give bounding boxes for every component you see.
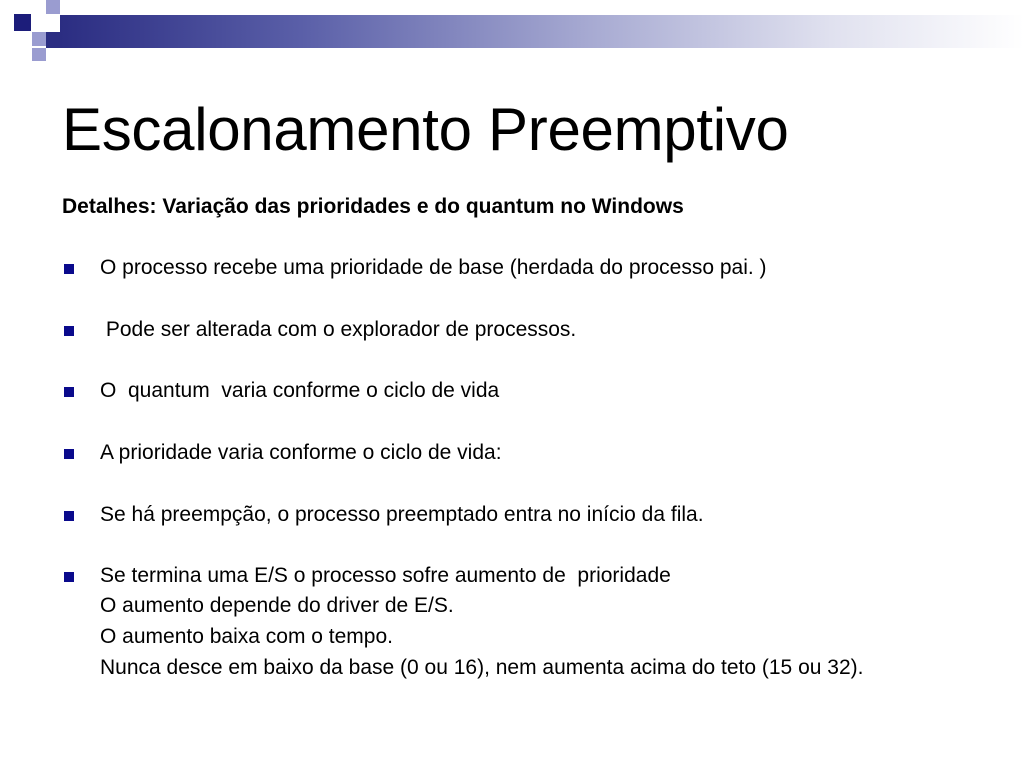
- square-bullet-icon: [64, 387, 74, 397]
- decor-square-light: [32, 48, 46, 61]
- decor-square-light: [32, 32, 46, 46]
- slide-subtitle: Detalhes: Variação das prioridades e do quantum no Windows: [62, 195, 684, 218]
- decor-square-dark: [46, 32, 62, 48]
- header-decoration: [0, 0, 1024, 70]
- bullet-text: O quantum varia conforme o ciclo de vida: [100, 379, 500, 402]
- square-bullet-icon: [64, 511, 74, 521]
- bullet-text: O processo recebe uma prioridade de base (herdada do processo pai. ): [100, 256, 767, 279]
- bullet-text: Pode ser alterada com o explorador de processos.: [100, 318, 577, 341]
- slide-title: Escalonamento Preemptivo: [62, 96, 789, 163]
- square-bullet-icon: [64, 572, 74, 582]
- bullet-text: A prioridade varia conforme o ciclo de vida:: [100, 441, 502, 464]
- square-bullet-icon: [64, 326, 74, 336]
- decor-square-dark: [14, 14, 31, 31]
- sub-line: O aumento depende do driver de E/S.: [100, 594, 454, 617]
- decor-square-light: [46, 0, 60, 14]
- sub-line: Nunca desce em baixo da base (0 ou 16), nem aumenta acima do teto (15 ou 32).: [100, 656, 864, 679]
- gradient-band: [60, 15, 1024, 48]
- square-bullet-icon: [64, 449, 74, 459]
- bullet-text: Se termina uma E/S o processo sofre aumento de prioridade: [100, 564, 671, 587]
- sub-line: O aumento baixa com o tempo.: [100, 625, 393, 648]
- square-bullet-icon: [64, 264, 74, 274]
- bullet-text: Se há preempção, o processo preemptado entra no início da fila.: [100, 503, 704, 526]
